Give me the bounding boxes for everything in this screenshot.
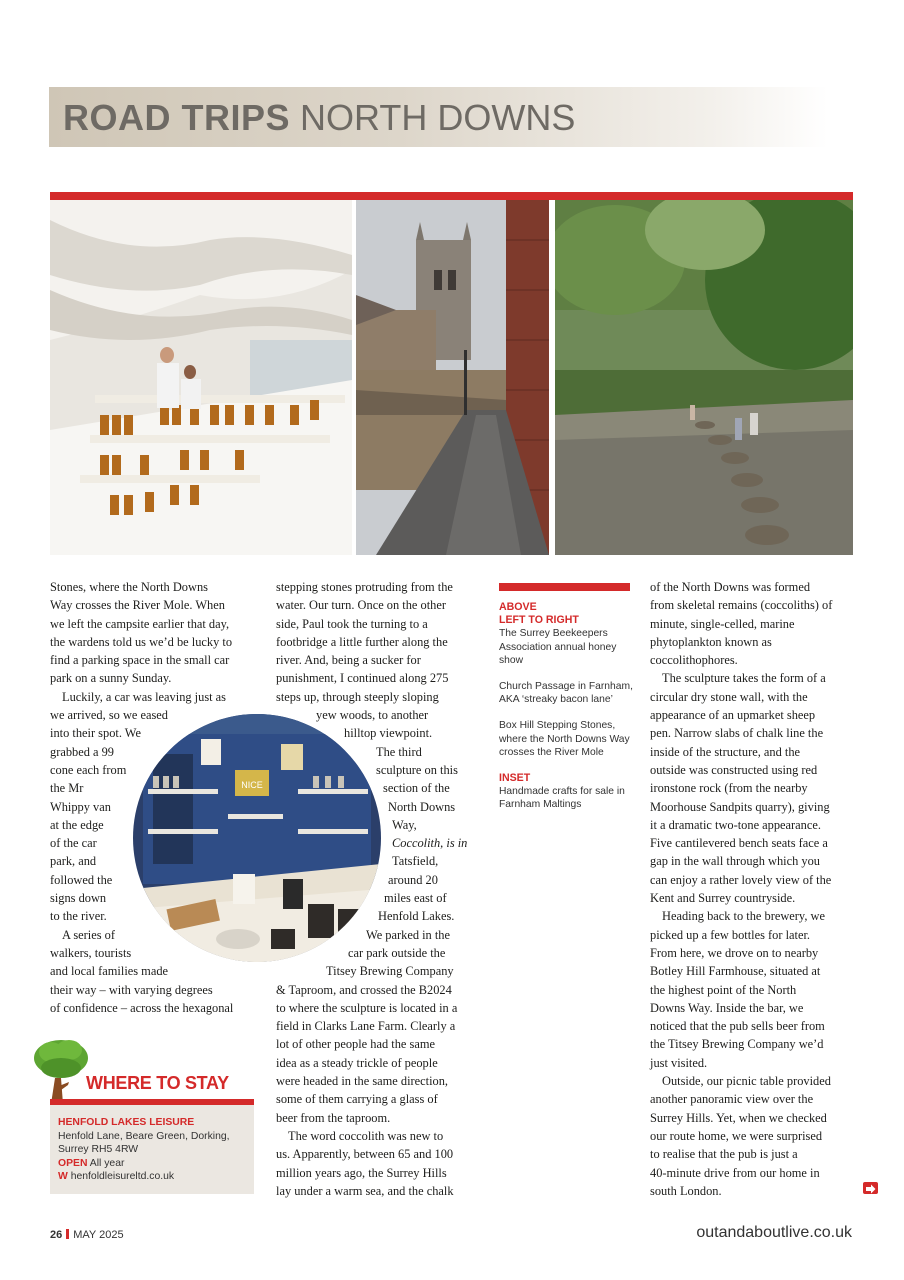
text-line: we arrived, so we eased: [50, 708, 169, 723]
text-line: Botley Hill Farmhouse, situated at: [650, 964, 821, 979]
text-line: river. And, being a sucker for: [276, 653, 421, 668]
text-line: Whippy van: [50, 799, 111, 814]
text-line: Henfold Lakes.: [378, 909, 455, 924]
caption-inset: [499, 772, 639, 812]
text-line: our route home, we were surprised: [650, 1128, 823, 1143]
text-line: Titsey Brewing Company: [326, 964, 454, 979]
text-line: yew woods, to another: [316, 708, 429, 723]
end-of-article-arrow-icon: [863, 1182, 878, 1194]
text-line: their way – with varying degrees: [50, 982, 213, 997]
venue-address-line: Surrey RH5 4RW: [58, 1144, 139, 1156]
photo-stepping-stones: [555, 200, 853, 555]
text-line: lot of other people had the same: [276, 1037, 435, 1052]
text-line: another panoramic view over the: [650, 1092, 814, 1107]
website-label: W: [58, 1171, 68, 1183]
venue-name: HENFOLD LAKES LEISURE: [58, 1117, 195, 1128]
folio-separator: [66, 1229, 69, 1239]
venue-website: [58, 1170, 254, 1184]
text-line: Way crosses the River Mole. When: [50, 598, 225, 613]
text-line: & Taproom, and crossed the B2024: [276, 982, 452, 997]
text-line: were headed in the same direction,: [276, 1074, 449, 1089]
venue-opening: [58, 1157, 254, 1171]
text-line: Downs Way. Inside the bar, we: [650, 1000, 804, 1015]
caption-heading: ABOVE: [499, 601, 537, 613]
text-line: section of the: [383, 781, 450, 796]
text-line: A series of: [62, 927, 115, 942]
text-line: south London.: [650, 1183, 722, 1198]
text-line: steps up, through steeply sloping: [276, 689, 439, 704]
text-line: outside was constructed using red: [650, 762, 818, 777]
text-line: Coccolith, is in: [392, 836, 468, 851]
text-line: million years ago, the Surrey Hills: [276, 1165, 447, 1180]
text-line: Kent and Surrey countryside.: [650, 891, 796, 906]
text-line: The word coccolith was new to: [288, 1128, 444, 1143]
text-line: noticed that the pub sells beer from: [650, 1019, 825, 1034]
text-line: walkers, tourists: [50, 945, 132, 960]
section-title-bold: ROAD TRIPS: [63, 97, 291, 138]
text-line: beer from the taproom.: [276, 1110, 391, 1125]
text-line: signs down: [50, 891, 107, 906]
text-line: at the edge: [50, 817, 104, 832]
tree-icon: [33, 1038, 91, 1104]
text-line: stepping stones protruding from the: [276, 580, 453, 594]
inset-sign-text: NICE: [241, 780, 263, 790]
photo-church-passage: [356, 200, 549, 555]
page-folio: [50, 1229, 124, 1241]
where-to-stay-title: WHERE TO STAY: [86, 1073, 229, 1093]
text-line: it a dramatic two-tone appearance.: [650, 817, 821, 832]
text-line: water. Our turn. Once on the other: [276, 598, 446, 613]
text-line: just visited.: [650, 1055, 708, 1070]
text-line: punishment, I continued along 275: [276, 671, 449, 686]
text-line: field in Clarks Lane Farm. Clearly a: [276, 1019, 456, 1034]
text-line: phytoplankton known as: [650, 634, 772, 649]
opening-label: OPEN: [58, 1157, 88, 1169]
website-footer[interactable]: outandaboutlive.co.uk: [696, 1224, 852, 1241]
text-line: Surrey Hills. Yet, when we checked: [650, 1110, 827, 1125]
page-number: 26: [50, 1229, 63, 1241]
section-title: [63, 98, 575, 138]
text-line: North Downs: [388, 799, 456, 814]
text-line: footbridge a little further along the: [276, 634, 448, 649]
text-line: us. Apparently, between 65 and 100: [276, 1147, 454, 1162]
article-column-4: [650, 578, 853, 1200]
text-line: the wardens told us we’d be lucky to: [50, 634, 233, 649]
text-line: some of them carrying a glass of: [276, 1092, 438, 1107]
text-line: can enjoy a rather lovely view of the: [650, 872, 832, 887]
text-line: of confidence – across the hexagonal: [50, 1000, 234, 1015]
text-line: inside of the structure, and the: [650, 744, 801, 759]
text-line: park, and: [50, 854, 97, 869]
text-line: picked up a few bottles for later.: [650, 927, 810, 942]
caption-accent-bar: [499, 583, 630, 591]
text-line: hilltop viewpoint.: [344, 726, 433, 741]
caption-text: The Surrey Beekeepers Association annual honey show: [499, 628, 617, 666]
caption-heading: INSET: [499, 772, 531, 785]
text-line: find a parking space in the small car: [50, 653, 230, 668]
photo-captions: [499, 601, 639, 825]
text-line: car park outside the: [348, 945, 446, 960]
text-line: the highest point of the North: [650, 982, 797, 997]
text-line: miles east of: [384, 891, 447, 906]
text-line: From here, we drove on to nearby: [650, 945, 819, 960]
text-line: Five cantilevered bench seats face a: [650, 836, 828, 851]
text-line: gap in the wall through which you: [650, 854, 820, 869]
text-line: into their spot. We: [50, 726, 142, 741]
opening-value: All year: [89, 1157, 125, 1169]
caption-above: [499, 601, 639, 667]
text-line: ironstone rock (from the nearby: [650, 781, 808, 796]
venue-address-line: Henfold Lane, Beare Green, Dorking,: [58, 1130, 230, 1142]
text-line: Heading back to the brewery, we: [662, 909, 825, 924]
text-line: the Titsey Brewing Company we’d: [650, 1037, 824, 1052]
text-line: around 20: [388, 872, 438, 887]
inset-photo-crafts: [133, 714, 381, 962]
text-line: grabbed a 99: [50, 744, 114, 759]
text-line: We parked in the: [366, 927, 450, 942]
text-line: The sculpture takes the form of a: [662, 671, 826, 686]
text-line: followed the: [50, 872, 113, 887]
text-line: cone each from: [50, 762, 127, 777]
text-line: appearance of an upmarket sheep: [650, 708, 816, 723]
photo-honey-show: [50, 200, 352, 555]
where-to-stay-details: [58, 1116, 254, 1184]
text-line: Way,: [392, 817, 417, 832]
text-line: sculpture on this: [376, 762, 458, 777]
website-link[interactable]: henfoldleisureltd.co.uk: [70, 1171, 175, 1183]
text-line: side, Paul took the turning to a: [276, 616, 428, 631]
text-line: Stones, where the North Downs: [50, 580, 208, 594]
text-line: from skeletal remains (coccoliths) of: [650, 598, 833, 613]
text-line: and local families made: [50, 964, 169, 979]
text-line: circular dry stone wall, with the: [650, 689, 808, 704]
text-line: to the river.: [50, 909, 107, 924]
text-line: The third: [376, 744, 422, 759]
text-line: Luckily, a car was leaving just as: [62, 689, 227, 704]
text-line: Outside, our picnic table provided: [662, 1074, 831, 1089]
photo-accent-bar: [50, 192, 853, 200]
text-line: the Mr: [50, 781, 84, 796]
text-line: Moorhouse Sandpits quarry), giving: [650, 799, 830, 814]
text-line: lay under a warm sea, and the chalk: [276, 1183, 454, 1198]
text-line: 40-minute drive from our home in: [650, 1165, 820, 1180]
text-line: of the North Downs was formed: [650, 580, 811, 594]
caption-heading: LEFT TO RIGHT: [499, 614, 579, 627]
issue-date: MAY 2025: [73, 1229, 124, 1241]
text-line: minute, single-celled, marine: [650, 616, 795, 631]
text-line: to realise that the pub is just a: [650, 1147, 798, 1162]
caption-text: Box Hill Stepping Stones, where the North Downs Way crosses the River Mole: [499, 720, 630, 758]
text-line: Tatsfield,: [392, 854, 439, 869]
section-title-light: NORTH DOWNS: [300, 97, 576, 138]
caption-text: Handmade crafts for sale in Farnham Maltings: [499, 786, 625, 811]
text-line: of the car: [50, 836, 97, 851]
text-line: to where the sculpture is located in a: [276, 1000, 458, 1015]
text-line: idea as a steady trickle of people: [276, 1055, 438, 1070]
caption-text: Church Passage in Farnham, AKA ‘streaky bacon lane’: [499, 681, 633, 706]
text-line: pen. Narrow slabs of chalk line the: [650, 726, 824, 741]
text-line: park on a sunny Sunday.: [50, 671, 172, 686]
text-line: we left the campsite earlier that day,: [50, 616, 230, 631]
text-line: coccolithophores.: [650, 653, 738, 668]
